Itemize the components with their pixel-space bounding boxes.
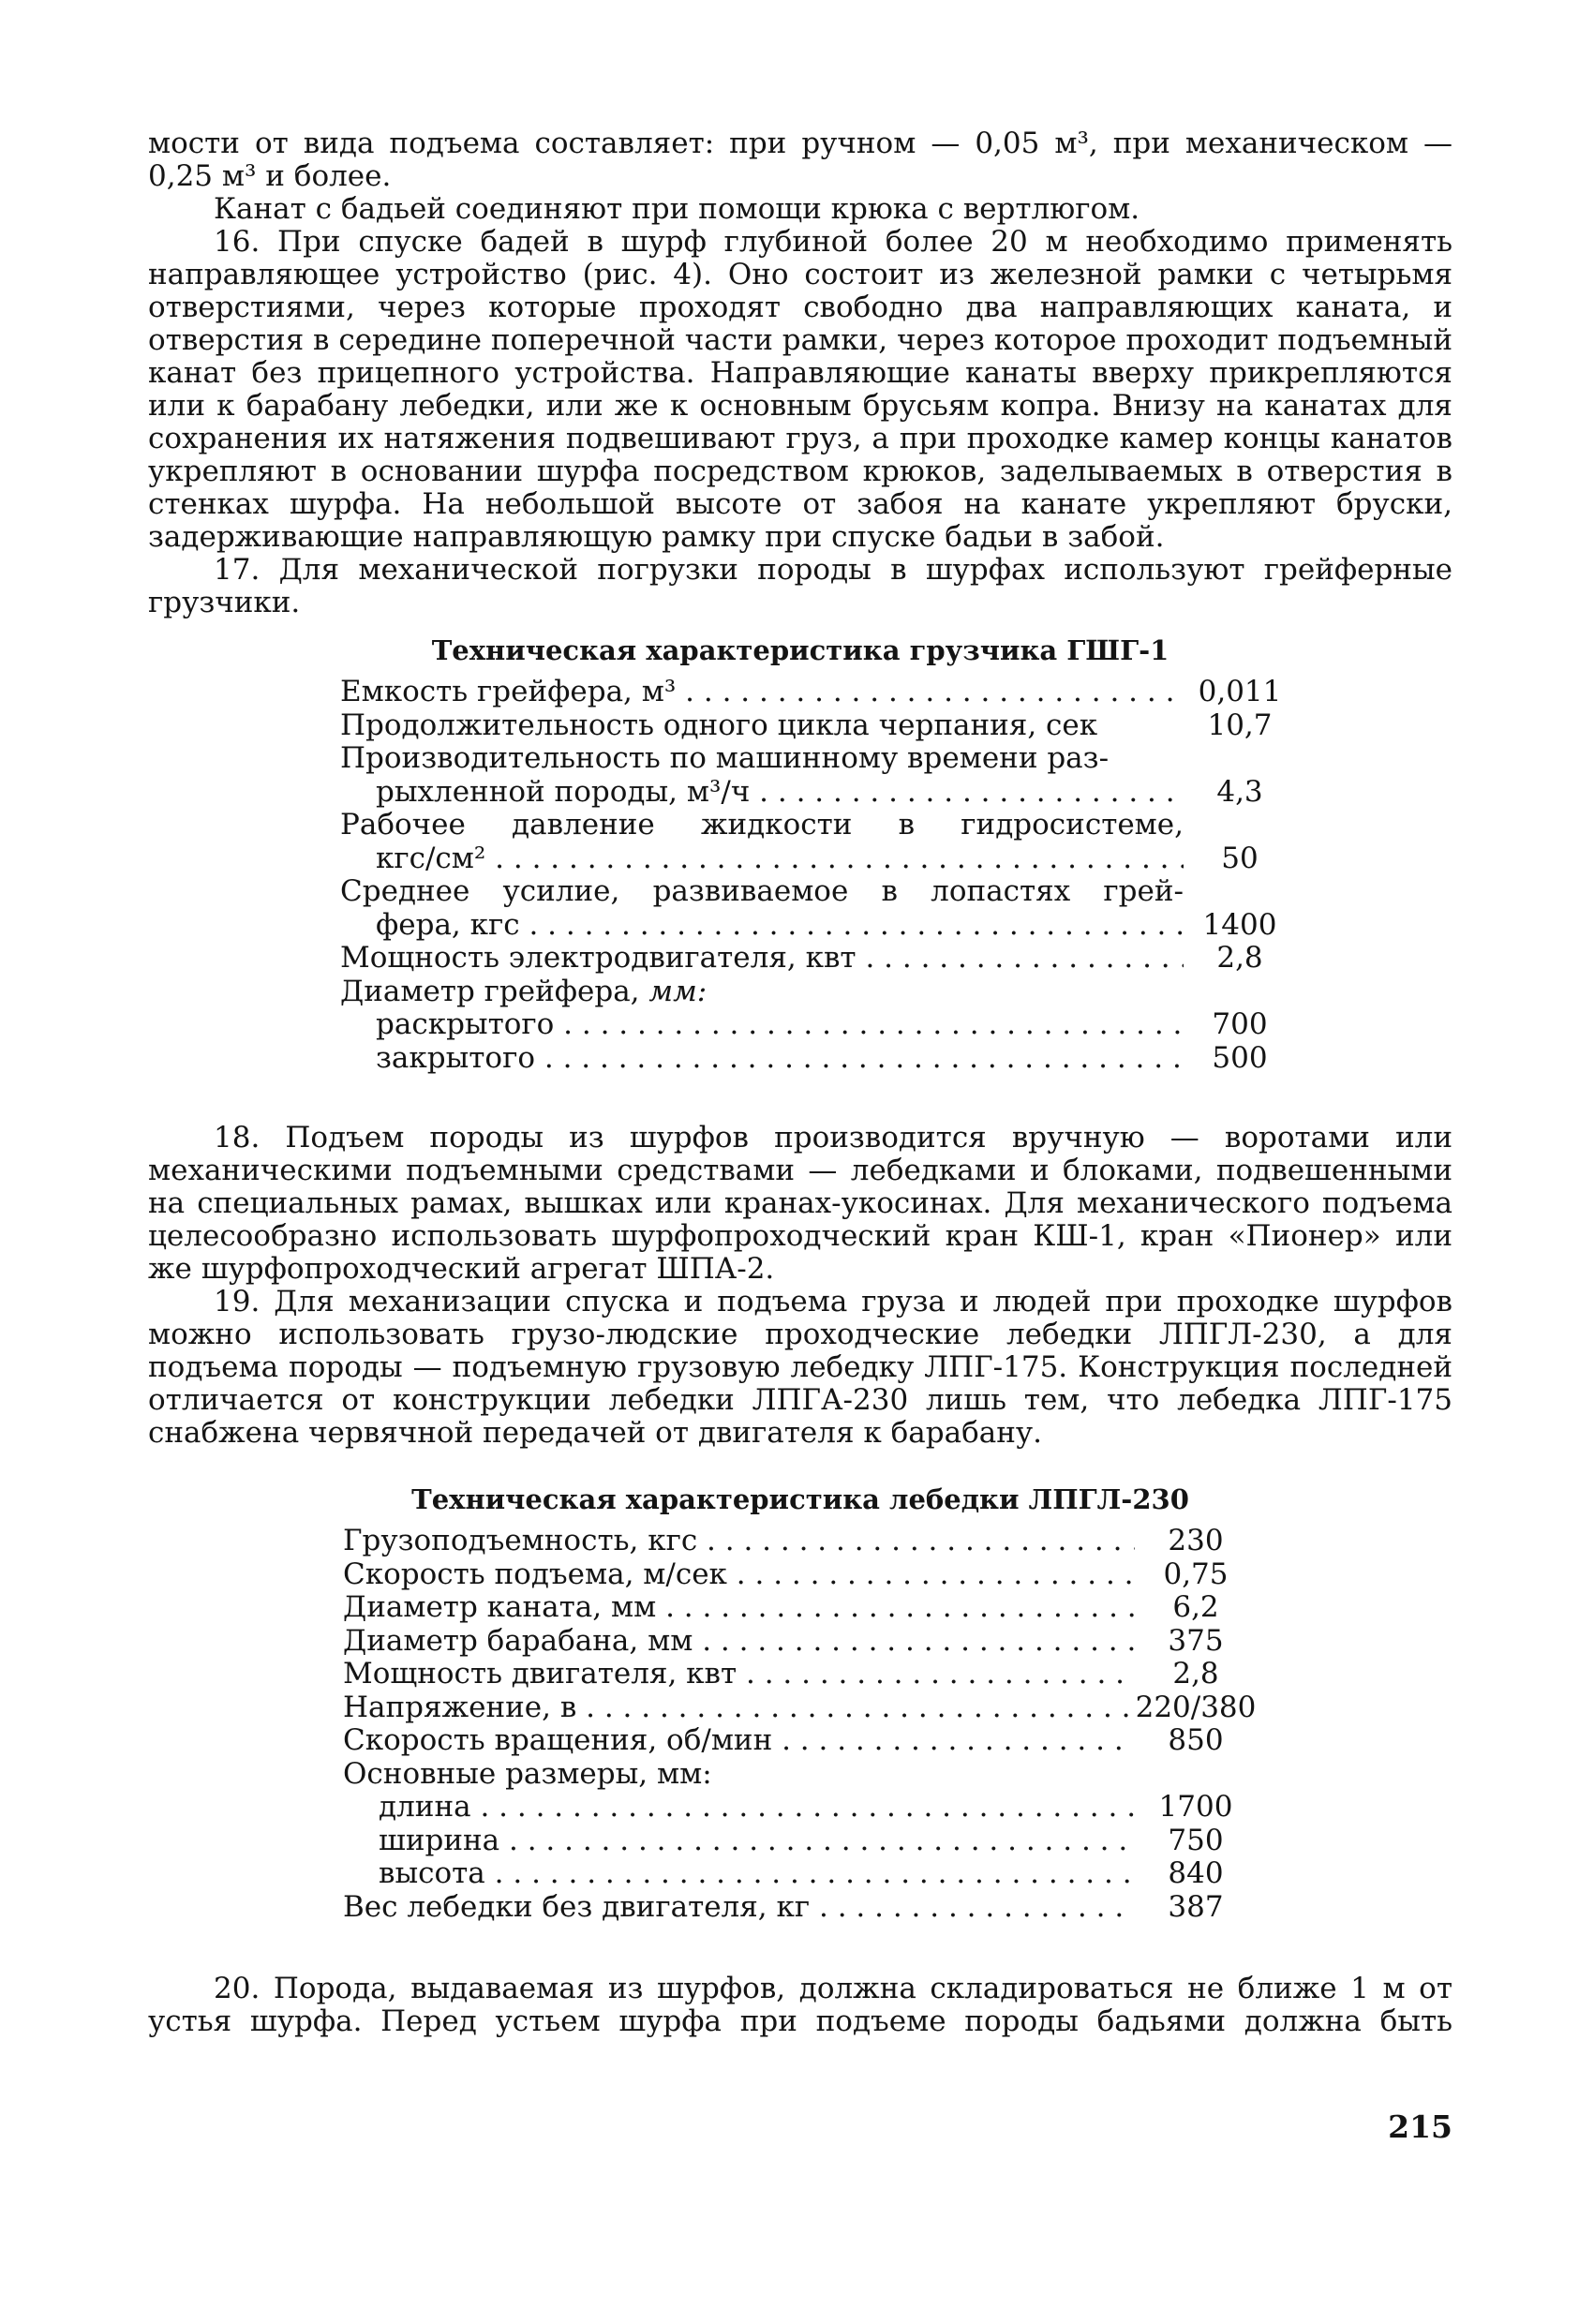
spec-value: 0,011 — [1198, 675, 1282, 708]
spec-label: Мощность двигателя, квт . . . — [343, 1658, 1135, 1691]
spec-label: высота . . . — [343, 1857, 1135, 1891]
spec-label: Емкость грейфера, м³ . . . — [340, 676, 1184, 709]
spec-row — [343, 1591, 1257, 1625]
paragraph-16: 16. При спуске бадей в шурф глубиной более 20 м необходимо применять направляющее устройство (рис. 4). Оно состоит из железной рамки с четырьмя отверстиями, через которые проходят свободно два направляющих каната, и отверстия в середине поперечной части рамки, через которое проходит подъемный канат без прицепного устройства. Направляющие канаты вверху прикрепляются или к барабану лебедки, или же к основным брусьям копра. Внизу на канатах для сохранения их натяжения подвешивают груз, а при проходке камер концы канатов укрепляют в основании шурфа посредством крюков, заделываемых в отверстия в стенках шурфа. На небольшой высоте от забоя на канате укрепляют бруски, задерживающие направляющую рамку при спуске бадьи в забой. — [148, 225, 1452, 554]
spec-label: Диаметр каната, мм . . . — [343, 1591, 1135, 1625]
spec-value: 850 — [1168, 1723, 1224, 1757]
paragraph-20: 20. Порода, выдаваемая из шурфов, должна складироваться не ближе 1 м от устья шурфа. Перед устьем шурфа при подъеме породы бадьями должна быть — [148, 1972, 1452, 2038]
spec-value: 10,7 — [1207, 708, 1273, 742]
spec-label: Среднее усилие, развиваемое в лопастях грей- — [340, 875, 1184, 908]
spec-label: ширина . . . — [343, 1825, 1135, 1858]
spec-label: Продолжительность одного цикла черпания, сек — [340, 708, 1098, 742]
spec-label: Напряжение, в . . . — [343, 1691, 1135, 1725]
spec-row — [343, 1625, 1257, 1659]
spec-row — [343, 1525, 1257, 1558]
spec-table-gshg1 — [340, 676, 1296, 1075]
spec-label: длина . . . — [343, 1791, 1135, 1825]
spec-value: 387 — [1168, 1889, 1224, 1924]
spec-row — [340, 909, 1296, 943]
spec-value: 2,8 — [1172, 1657, 1219, 1691]
spec-table-lpgl230 — [343, 1525, 1257, 1924]
spec-row — [343, 1891, 1257, 1925]
spec-label: Основные размеры, мм: — [343, 1757, 712, 1791]
spec-row — [340, 875, 1296, 909]
spec-row — [343, 1658, 1257, 1691]
spec-value: 220/380 — [1135, 1690, 1257, 1724]
spec-row — [343, 1758, 1257, 1792]
spec-row — [343, 1724, 1257, 1758]
spec-label: фера, кгс . . . — [340, 909, 1184, 943]
paragraph-17: 17. Для механической погрузки породы в шурфах используют грейферные грузчики. — [148, 553, 1452, 619]
spec-value: 1400 — [1202, 907, 1277, 942]
spec-row — [340, 842, 1296, 876]
paragraph-15-continued-line2: 0,25 м³ и более. — [148, 159, 392, 193]
spec-label: закрытого . . . — [340, 1042, 1184, 1076]
spec-label-text: Диаметр грейфера, — [340, 975, 649, 1008]
spec-value: 375 — [1168, 1623, 1224, 1658]
spec-row — [340, 776, 1296, 810]
spec-label: Скорость подъема, м/сек . . . — [343, 1558, 1135, 1592]
spec-title-lpgl230: Техническая характеристика лебедки ЛПГЛ-230 — [411, 1483, 1189, 1515]
spec-row — [340, 1008, 1296, 1042]
spec-label: раскрытого . . . — [340, 1008, 1184, 1042]
spec-row — [340, 676, 1296, 709]
spec-label: рыхленной породы, м³/ч . . . — [340, 776, 1184, 810]
spec-row — [343, 1825, 1257, 1858]
spec-value: 750 — [1168, 1823, 1224, 1857]
spec-label: Мощность электродвигателя, квт . . . — [340, 942, 1184, 976]
spec-row — [340, 1042, 1296, 1076]
spec-label: кгс/см² . . . — [340, 842, 1184, 876]
spec-label — [340, 976, 1184, 1009]
spec-value: 6,2 — [1172, 1590, 1219, 1624]
spec-title-gshg1: Техническая характеристика грузчика ГШГ-1 — [431, 634, 1169, 666]
spec-value: 840 — [1168, 1856, 1224, 1890]
spec-label: Вес лебедки без двигателя, кг . . . — [343, 1891, 1135, 1925]
spec-row — [340, 942, 1296, 976]
spec-row — [340, 709, 1296, 743]
spec-label-unit: мм: — [648, 975, 708, 1008]
page-number: 215 — [1388, 2108, 1452, 2145]
spec-label: Грузоподъемность, кгс . . . — [343, 1525, 1135, 1558]
spec-row — [340, 742, 1296, 776]
spec-value: 500 — [1212, 1040, 1268, 1075]
paragraph-19: 19. Для механизации спуска и подъема груза и людей при проходке шурфов можно использовать грузо-людские проходческие лебедки ЛПГЛ-230, а для подъема породы — подъемную грузовую лебедку ЛПГ-175. Конструкция последней отличается от конструкции лебедки ЛПГА-230 лишь тем, что лебедка ЛПГ-175 снабжена червячной передачей от двигателя к барабану. — [148, 1285, 1452, 1450]
paragraph-15-continued-line1: мости от вида подъема составляет: при ручном — 0,05 м³, при механическом — — [148, 127, 1452, 160]
spec-label: Производительность по машинному времени раз- — [340, 742, 1110, 775]
spec-label: Скорость вращения, об/мин . . . — [343, 1724, 1135, 1758]
spec-value: 0,75 — [1163, 1557, 1229, 1591]
paragraph-rope: Канат с бадьей соединяют при помощи крюка с вертлюгом. — [214, 192, 1140, 226]
spec-label: Рабочее давление жидкости в гидросистеме, — [340, 809, 1184, 842]
paragraph-18: 18. Подъем породы из шурфов производится вручную — воротами или механическими подъемными средствами — лебедками и блоками, подвешенными на специальных рамах, вышках или кранах-укосинах. Для механического подъема целесообразно использовать шурфопроходческий кран КШ-1, кран «Пионер» или же шурфопроходческий агрегат ШПА-2. — [148, 1121, 1452, 1286]
page-body — [148, 127, 1452, 2038]
spec-value: 2,8 — [1216, 941, 1263, 975]
spec-value: 50 — [1221, 841, 1259, 875]
spec-row — [343, 1691, 1257, 1725]
spec-value: 1700 — [1158, 1790, 1233, 1824]
spec-row — [343, 1558, 1257, 1592]
spec-value: 230 — [1168, 1524, 1224, 1557]
spec-label: Диаметр барабана, мм . . . — [343, 1625, 1135, 1659]
spec-row — [343, 1791, 1257, 1825]
spec-row — [340, 809, 1296, 842]
spec-value: 4,3 — [1216, 774, 1263, 809]
spec-row — [340, 976, 1296, 1009]
spec-row — [343, 1857, 1257, 1891]
spec-value: 700 — [1212, 1007, 1268, 1041]
